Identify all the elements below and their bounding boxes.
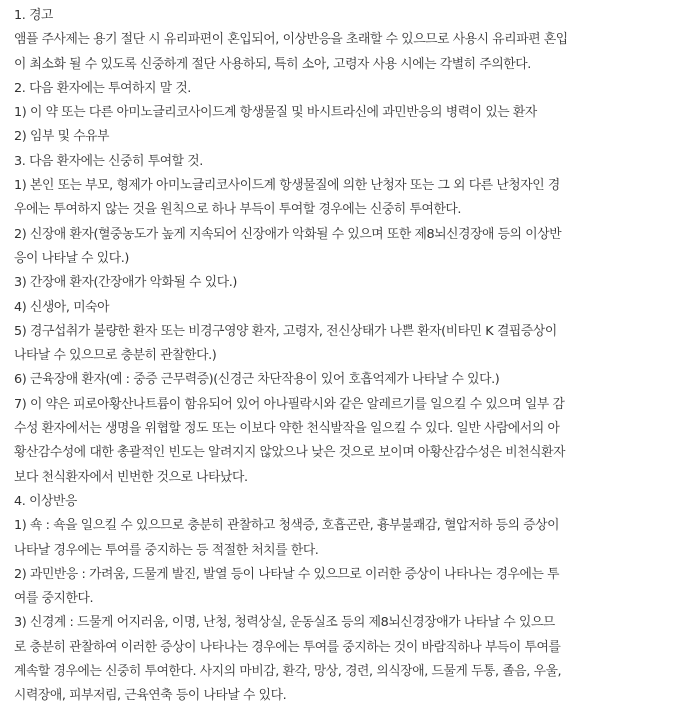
text-line: 3) 신경계 : 드물게 어지러움, 이명, 난청, 청력상실, 운동실조 등의 제8뇌신경장애가 나타날 수 있으므 (14, 615, 555, 631)
text-line: 응이 나타날 수 있다.) (14, 250, 129, 266)
text-line: 2) 과민반응 : 가려움, 드물게 발진, 발열 등이 나타날 수 있으므로 이러한 증상이 나타나는 경우에는 투 (14, 566, 560, 582)
text-line: 2) 임부 및 수유부 (14, 129, 110, 145)
text-line: 나타날 수 있으므로 충분히 관찰한다.) (14, 348, 217, 364)
text-line: 2) 신장애 환자(혈중농도가 높게 지속되어 신장애가 악화될 수 있으며 또한 제8뇌신경장애 등의 이상반 (14, 226, 562, 242)
text-line: 황산감수성에 대한 총괄적인 빈도는 알려지지 않았으나 낮은 것으로 보이며 아황산감수성은 비천식환자 (14, 445, 566, 461)
text-line: 5) 경구섭취가 불량한 환자 또는 비경구영양 환자, 고령자, 전신상태가 나쁜 환자(비타민 K 결핍증상이 (14, 323, 557, 339)
text-line: 시력장애, 피부저림, 근육연축 등이 나타날 수 있다. (14, 688, 287, 704)
section-heading-precautions: 3. 다음 환자에는 신중히 투여할 것. (14, 153, 203, 169)
section-heading-warning: 1. 경고 (14, 8, 54, 23)
section-heading-contraindications: 2. 다음 환자에는 투여하지 말 것. (14, 80, 191, 96)
text-line: 7) 이 약은 피로아황산나트륨이 함유되어 있어 아나필락시와 같은 알레르기를 일으킬 수 있으며 일부 감 (14, 396, 565, 412)
text-line: 1) 이 약 또는 다른 아미노글리코사이드계 항생물질 및 바시트라신에 과민반응의 병력이 있는 환자 (14, 105, 537, 121)
text-line: 보다 천식환자에서 빈번한 것으로 나타났다. (14, 469, 248, 485)
section-heading-adverse-reactions: 4. 이상반응 (14, 493, 77, 509)
text-line: 로 충분히 관찰하여 이러한 증상이 나타나는 경우에는 투여를 중지하는 것이 바람직하나 부득이 투여를 (14, 639, 561, 655)
text-line: 계속할 경우에는 신중히 투여한다. 사지의 마비감, 환각, 망상, 경련, 의식장애, 드물게 두통, 졸음, 우울, (14, 664, 562, 680)
text-line: 앰플 주사제는 용기 절단 시 유리파편이 혼입되어, 이상반응을 초래할 수 있으므로 사용시 유리파편 혼입 (14, 32, 568, 48)
text-line: 3) 간장애 환자(간장애가 악화될 수 있다.) (14, 275, 237, 291)
text-line: 나타날 경우에는 투여를 중지하는 등 적절한 처치를 한다. (14, 542, 319, 558)
text-line: 여를 중지한다. (14, 591, 94, 607)
text-line: 4) 신생아, 미숙아 (14, 299, 110, 315)
text-line: 6) 근육장애 환자(예 : 중증 근무력증)(신경근 차단작용이 있어 호흡억제가 나타날 수 있다.) (14, 372, 500, 388)
text-line: 1) 쇽 : 쇽을 일으킬 수 있으므로 충분히 관찰하고 청색증, 호흡곤란, 흉부불쾌감, 혈압저하 등의 증상이 (14, 518, 560, 534)
text-line: 이 최소화 될 수 있도록 신중하게 절단 사용하되, 특히 소아, 고령자 사용 시에는 각별히 주의한다. (14, 56, 531, 72)
text-line: 우에는 투여하지 않는 것을 원칙으로 하나 부득이 투여할 경우에는 신중히 투여한다. (14, 202, 462, 218)
text-line: 수성 환자에서는 생명을 위협할 정도 또는 이보다 약한 천식발작을 일으킬 수 있다. 일반 사람에서의 아 (14, 421, 560, 437)
text-line: 1) 본인 또는 부모, 형제가 아미노글리코사이드계 항생물질에 의한 난청자 또는 그 외 다른 난청자인 경 (14, 178, 560, 194)
